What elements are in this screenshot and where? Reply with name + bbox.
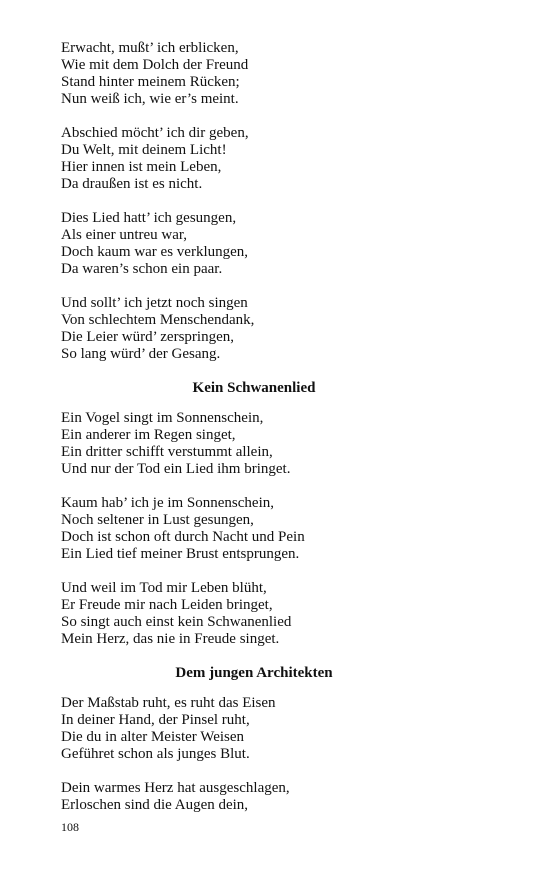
stanza	[61, 210, 491, 278]
verse-line: Ein Lied tief meiner Brust entsprungen.	[61, 546, 300, 562]
verse-line: Wie mit dem Dolch der Freund	[61, 57, 249, 73]
verse-line: Abschied möcht’ ich dir geben,	[61, 125, 249, 141]
verse-line: Geführet schon als junges Blut.	[61, 746, 250, 762]
verse-line: Dein warmes Herz hat ausgeschlagen,	[61, 780, 290, 796]
verse-line: Und sollt’ ich jetzt noch singen	[61, 295, 248, 311]
verse-line: Noch seltener in Lust gesungen,	[61, 512, 254, 528]
page-body	[61, 40, 491, 831]
poem-continued	[61, 40, 491, 363]
verse-line: Von schlechtem Menschendank,	[61, 312, 255, 328]
verse-line: Die Leier würd’ zerspringen,	[61, 329, 234, 345]
poem-dem-jungen-architekten	[61, 665, 491, 814]
verse-line: Dies Lied hatt’ ich gesungen,	[61, 210, 237, 226]
stanza	[61, 40, 491, 108]
verse-line: Ein dritter schifft verstummt allein,	[61, 444, 273, 460]
verse-line: Nun weiß ich, wie er’s meint.	[61, 91, 239, 107]
verse-line: Ein anderer im Regen singet,	[61, 427, 236, 443]
verse-line: Die du in alter Meister Weisen	[61, 729, 245, 745]
verse-line: Und weil im Tod mir Leben blüht,	[61, 580, 267, 596]
stanza	[61, 295, 491, 363]
verse-line: Als einer untreu war,	[61, 227, 188, 243]
verse-line: Kaum hab’ ich je im Sonnenschein,	[61, 495, 275, 511]
stanza	[61, 580, 491, 648]
verse-line: Da draußen ist es nicht.	[61, 176, 203, 192]
verse-line: Der Maßstab ruht, es ruht das Eisen	[61, 695, 276, 711]
stanza	[61, 410, 491, 478]
verse-line: Mein Herz, das nie in Freude singet.	[61, 631, 280, 647]
verse-line: Hier innen ist mein Leben,	[61, 159, 222, 175]
verse-line: Erwacht, mußt’ ich erblicken,	[61, 40, 239, 56]
stanza	[61, 495, 491, 563]
stanza	[61, 125, 491, 193]
verse-line: Du Welt, mit deinem Licht!	[61, 142, 227, 158]
verse-line: Er Freude mir nach Leiden bringet,	[61, 597, 273, 613]
verse-line: So singt auch einst kein Schwanenlied	[61, 614, 292, 630]
verse-line: Doch kaum war es verklungen,	[61, 244, 249, 260]
poem-title: Kein Schwanenlied	[192, 380, 316, 396]
verse-line: Und nur der Tod ein Lied ihm bringet.	[61, 461, 291, 477]
verse-line: Doch ist schon oft durch Nacht und Pein	[61, 529, 305, 545]
stanza	[61, 695, 491, 763]
verse-line: Da waren’s schon ein paar.	[61, 261, 223, 277]
verse-line: So lang würd’ der Gesang.	[61, 346, 221, 362]
poem-title: Dem jungen Architekten	[175, 665, 333, 681]
verse-line: Stand hinter meinem Rücken;	[61, 74, 240, 90]
stanza	[61, 780, 491, 814]
page-number: 108	[61, 820, 79, 834]
poem-kein-schwanenlied	[61, 380, 491, 648]
verse-line: Erloschen sind die Augen dein,	[61, 797, 249, 813]
verse-line: Ein Vogel singt im Sonnenschein,	[61, 410, 264, 426]
verse-line: In deiner Hand, der Pinsel ruht,	[61, 712, 250, 728]
